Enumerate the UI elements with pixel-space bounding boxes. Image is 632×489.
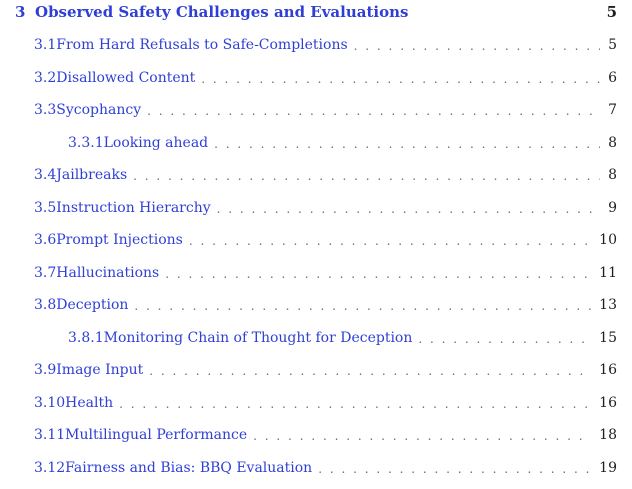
entry-page-number: 19 [599, 460, 617, 476]
toc-entry-3-12[interactable] [0, 456, 632, 480]
entry-title: Jailbreaks [56, 167, 128, 183]
entry-page-number: 6 [608, 70, 617, 86]
dot-leader [354, 40, 600, 52]
entry-number: 3.1 [34, 37, 57, 53]
dot-leader [149, 365, 591, 377]
toc-entry-3-3[interactable] [0, 98, 632, 122]
entry-number: 3.8.1 [68, 330, 104, 346]
toc-entry-3-4[interactable] [0, 163, 632, 187]
entry-number: 3.10 [34, 395, 66, 411]
dot-leader [318, 463, 591, 475]
entry-title: From Hard Refusals to Safe-Completions [56, 37, 348, 53]
toc-entry-3-3-1[interactable] [0, 131, 632, 155]
dot-leader [119, 398, 591, 410]
toc-entry-3-8[interactable] [0, 293, 632, 317]
entry-page-number: 16 [599, 395, 617, 411]
dot-leader [134, 300, 591, 312]
toc-entry-3-6[interactable] [0, 228, 632, 252]
entry-number: 3.8 [34, 297, 57, 313]
entry-page-number: 13 [599, 297, 617, 313]
dot-leader [147, 105, 600, 117]
entry-title: Sycophancy [56, 102, 142, 118]
entry-page-number: 18 [599, 427, 617, 443]
dot-leader [165, 268, 591, 280]
entry-page-number: 16 [599, 362, 617, 378]
entry-title: Health [65, 395, 114, 411]
toc-entry-3-7[interactable] [0, 261, 632, 285]
entry-number: 3.7 [34, 265, 57, 281]
section-title: Observed Safety Challenges and Evaluations [35, 3, 409, 21]
entry-title: Hallucinations [56, 265, 160, 281]
entry-title: Prompt Injections [56, 232, 183, 248]
toc-entry-3-2[interactable] [0, 66, 632, 90]
section-page-number: 5 [606, 3, 617, 21]
toc-entry-3-11[interactable] [0, 423, 632, 447]
entry-page-number: 15 [599, 330, 617, 346]
entry-number: 3.5 [34, 200, 57, 216]
entry-page-number: 8 [608, 167, 617, 183]
entry-number: 3.2 [34, 70, 57, 86]
entry-title: Fairness and Bias: BBQ Evaluation [65, 460, 313, 476]
dot-leader [133, 170, 600, 182]
entry-page-number: 10 [599, 232, 617, 248]
dot-leader [418, 333, 591, 345]
dot-leader [214, 138, 600, 150]
entry-title: Multilingual Performance [65, 427, 248, 443]
toc-section-3[interactable] [0, 0, 632, 24]
toc-entry-3-1[interactable] [0, 33, 632, 57]
entry-number: 3.9 [34, 362, 57, 378]
toc-entry-3-10[interactable] [0, 391, 632, 415]
entry-number: 3.11 [34, 427, 66, 443]
entry-number: 3.3 [34, 102, 57, 118]
entry-number: 3.12 [34, 460, 66, 476]
toc-entry-3-8-1[interactable] [0, 326, 632, 350]
entry-title: Disallowed Content [56, 70, 196, 86]
entry-title: Deception [56, 297, 129, 313]
entry-number: 3.6 [34, 232, 57, 248]
dot-leader [217, 203, 600, 215]
entry-number: 3.3.1 [68, 135, 104, 151]
entry-page-number: 7 [608, 102, 617, 118]
entry-page-number: 9 [608, 200, 617, 216]
entry-page-number: 11 [599, 265, 617, 281]
dot-leader [253, 430, 591, 442]
entry-number: 3.4 [34, 167, 57, 183]
dot-leader [189, 235, 591, 247]
entry-page-number: 5 [608, 37, 617, 53]
dot-leader [201, 73, 600, 85]
entry-title: Monitoring Chain of Thought for Deception [103, 330, 413, 346]
section-number: 3 [15, 3, 26, 21]
toc-entry-3-9[interactable] [0, 358, 632, 382]
entry-title: Looking ahead [103, 135, 209, 151]
entry-title: Instruction Hierarchy [56, 200, 211, 216]
entry-title: Image Input [56, 362, 144, 378]
entry-page-number: 8 [608, 135, 617, 151]
toc-entry-3-5[interactable] [0, 196, 632, 220]
